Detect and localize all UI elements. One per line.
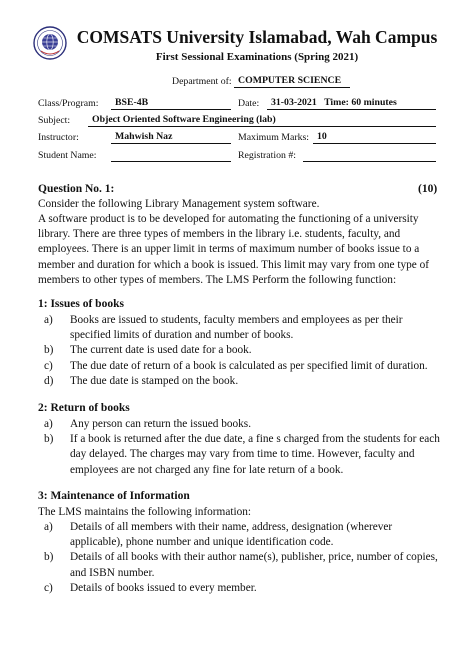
- maintenance-list: [44, 520, 444, 596]
- question-marks: (10): [418, 183, 438, 195]
- list-text: Details of all members with their name, address, designation (wherever applicable), phone number and unique identification code.: [70, 521, 393, 549]
- exam-title: First Sessional Examinations (Spring 2021): [155, 51, 359, 63]
- question-description: A software product is to be developed for automating the functioning of a university library. There are three types of members in the library i.e. students, faculty, and employees. There is an upper limit in terms of maximum number of books issue to a member and duration for which a book is issued. This limit may vary from one type of members to other types of members. The LMS Perform the following function:: [38, 213, 430, 286]
- list-marker: a): [44, 418, 53, 430]
- question-heading: Question No. 1:: [38, 183, 115, 195]
- time-value: Time: 60 minutes: [324, 97, 397, 108]
- instructor-label: Instructor:: [38, 132, 79, 143]
- instructor-value: Mahwish Naz: [111, 131, 231, 144]
- student-name-field[interactable]: [111, 149, 231, 162]
- list-marker: d): [44, 374, 54, 387]
- registration-label: Registration #:: [238, 150, 296, 161]
- section-heading-issue: 1: Issues of books: [38, 298, 124, 310]
- list-marker: b): [44, 344, 54, 357]
- list-text: Details of all books with their author name(s), publisher, price, number of copies, and ISBN number.: [70, 551, 438, 579]
- max-marks-value: 10: [313, 131, 436, 144]
- section-heading-return: 2: Return of books: [38, 402, 130, 414]
- student-name-label: Student Name:: [38, 150, 97, 161]
- list-item: [44, 581, 444, 596]
- question-intro: Consider the following Library Management system software.: [38, 198, 320, 210]
- date-value: 31-03-2021: [271, 97, 317, 108]
- department-label: Department of:: [172, 76, 232, 87]
- department-value: COMPUTER SCIENCE: [234, 75, 350, 88]
- list-text: The due date is stamped on the book.: [70, 374, 239, 387]
- return-list: [44, 417, 444, 478]
- list-text: Any person can return the issued books.: [70, 418, 252, 430]
- date-label: Date:: [238, 98, 260, 109]
- list-marker: a): [44, 314, 53, 326]
- list-text: The due date of return of a book is calculated as per specified limit of duration.: [70, 359, 428, 372]
- class-label: Class/Program:: [38, 98, 99, 109]
- list-item: [44, 550, 444, 580]
- list-item: [44, 432, 444, 478]
- subject-label: Subject:: [38, 115, 71, 126]
- registration-field[interactable]: [303, 149, 436, 162]
- subject-value: Object Oriented Software Engineering (lab): [88, 114, 436, 127]
- list-marker: c): [44, 581, 53, 594]
- maintenance-intro: The LMS maintains the following information:: [38, 506, 252, 518]
- section-heading-maintenance: 3: Maintenance of Information: [38, 490, 190, 502]
- list-item: [44, 520, 444, 550]
- list-text: Details of books issued to every member.: [70, 581, 257, 594]
- list-item: [44, 343, 444, 358]
- list-item: [44, 359, 444, 374]
- list-marker: b): [44, 433, 54, 446]
- list-marker: a): [44, 521, 53, 533]
- list-text: If a book is returned after the due date, a fine s charged from the students for each day delayed. The charges may vary from time to time. However, faculty and employees are not charged any fine for late return of a book.: [70, 433, 440, 476]
- list-item: [44, 417, 444, 432]
- list-marker: c): [44, 359, 53, 372]
- list-item: [44, 374, 444, 389]
- max-marks-label: Maximum Marks:: [238, 132, 310, 143]
- issue-list: [44, 313, 444, 389]
- list-text: The current date is used date for a book.: [70, 344, 252, 357]
- list-text: Books are issued to students, faculty members and employees as per their specified limits of duration and number of books.: [70, 314, 403, 342]
- list-item: [44, 313, 444, 343]
- class-value: BSE-4B: [111, 97, 231, 110]
- date-field: [267, 97, 436, 110]
- list-marker: b): [44, 551, 54, 564]
- university-title: COMSATS University Islamabad, Wah Campus: [76, 27, 438, 47]
